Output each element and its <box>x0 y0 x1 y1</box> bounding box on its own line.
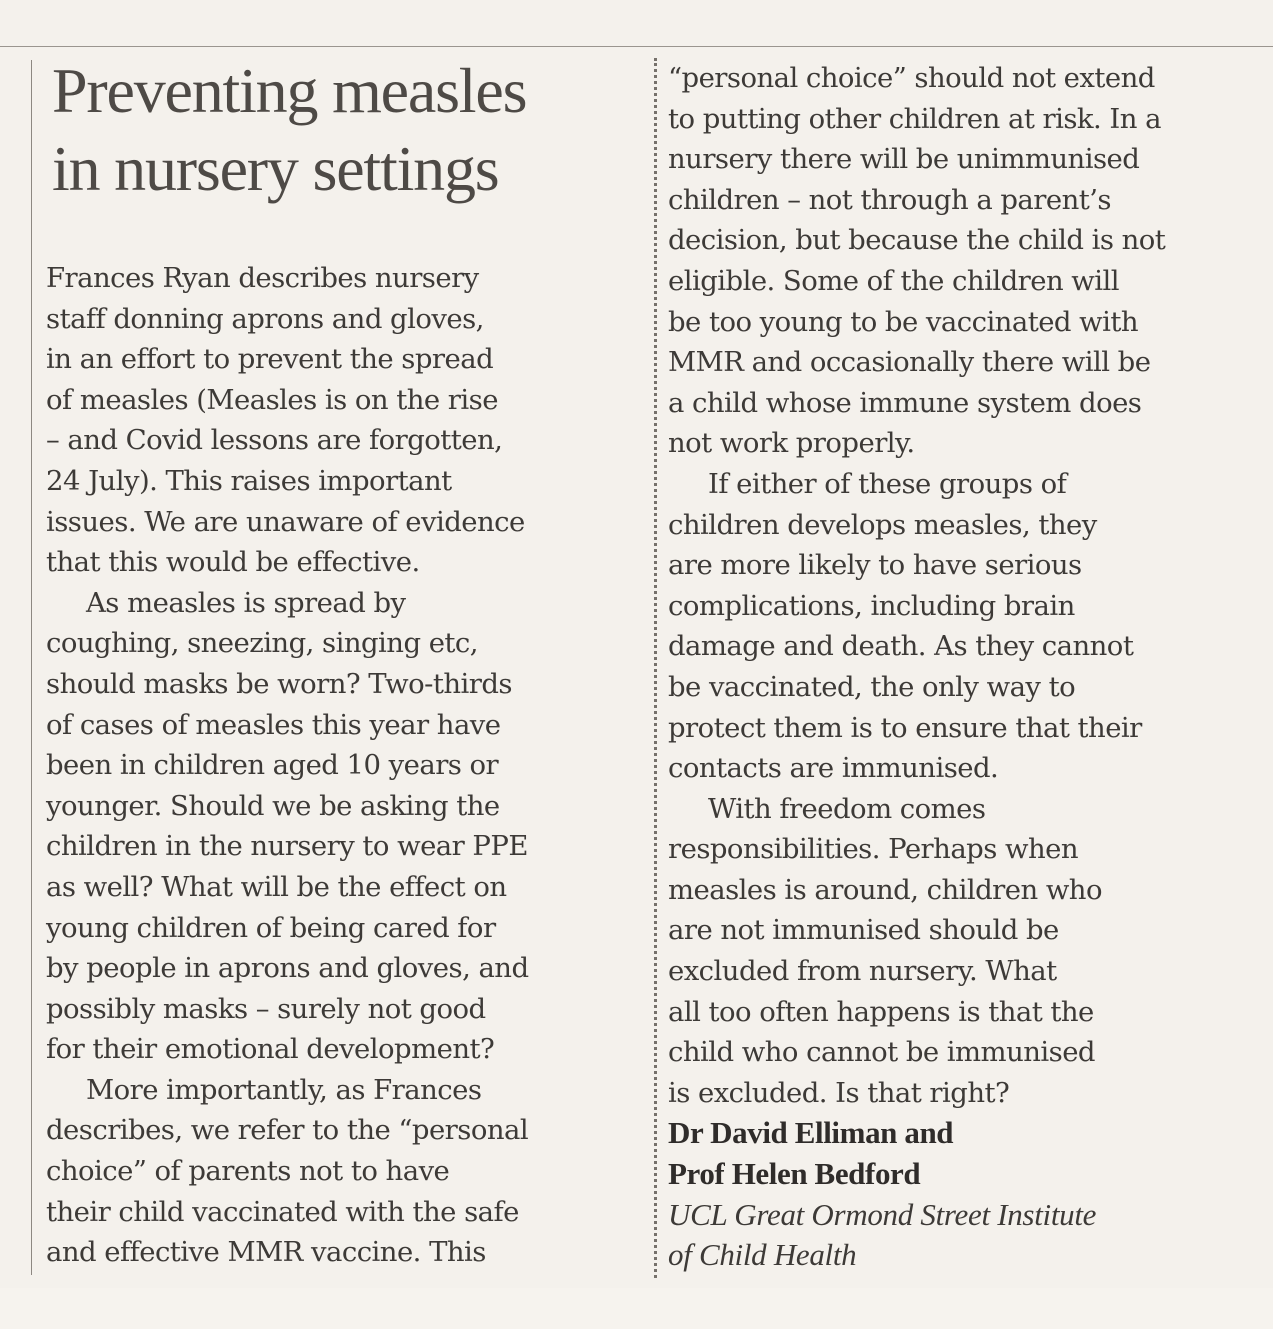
body-line: With freedom comes <box>708 792 986 825</box>
body-line: As measles is spread by <box>86 586 406 619</box>
body-line: not work properly. <box>668 427 915 460</box>
author-signature: Dr David Elliman and <box>668 1115 954 1151</box>
page-bottom-margin <box>0 1288 1273 1329</box>
body-line: of measles (Measles is on the rise <box>46 383 498 416</box>
body-line: should masks be worn? Two-thirds <box>46 667 512 700</box>
body-line: young children of being cared for <box>46 911 496 944</box>
right-column <box>668 58 1258 1276</box>
body-line: of cases of measles this year have <box>46 708 501 741</box>
body-line: MMR and occasionally there will be <box>668 346 1151 379</box>
body-line: complications, including brain <box>668 589 1075 622</box>
body-line: be vaccinated, the only way to <box>668 670 1076 703</box>
body-line: describes, we refer to the “personal <box>46 1114 529 1147</box>
body-line: are not immunised should be <box>668 914 1059 947</box>
body-line: damage and death. As they cannot <box>668 630 1134 663</box>
body-line: “personal choice” should not extend <box>668 62 1155 94</box>
body-line: Frances Ryan describes nursery <box>46 262 479 294</box>
body-line: coughing, sneezing, singing etc, <box>46 627 478 660</box>
body-line: be too young to be vaccinated with <box>668 305 1139 338</box>
body-line: and effective MMR vaccine. This <box>46 1236 486 1269</box>
body-line: excluded from nursery. What <box>668 955 1057 988</box>
body-line: younger. Should we be asking the <box>46 789 500 822</box>
body-line: their child vaccinated with the safe <box>46 1195 519 1228</box>
body-line: all too often happens is that the <box>668 995 1094 1028</box>
body-line: been in children aged 10 years or <box>46 749 499 782</box>
body-line: choice” of parents not to have <box>46 1155 450 1188</box>
body-line: children in the nursery to wear PPE <box>46 830 528 863</box>
body-line: decision, but because the child is not <box>668 224 1166 257</box>
top-rule <box>0 46 1273 47</box>
body-line: measles is around, children who <box>668 873 1102 906</box>
body-line: 24 July). This raises important <box>46 464 452 497</box>
body-line: staff donning aprons and gloves, <box>46 302 484 335</box>
author-institution: UCL Great Ormond Street Institute <box>668 1196 1097 1232</box>
body-line: eligible. Some of the children will <box>668 264 1120 297</box>
body-line: children – not through a parent’s <box>668 183 1111 216</box>
headline-line: in nursery settings <box>52 133 499 204</box>
body-line: is excluded. Is that right? <box>668 1076 1010 1109</box>
body-line: If either of these groups of <box>708 467 1067 500</box>
body-line: possibly masks – surely not good <box>46 992 486 1025</box>
body-line: to putting other children at risk. In a <box>668 102 1161 135</box>
body-line: More importantly, as Frances <box>86 1073 482 1106</box>
headline <box>52 52 642 208</box>
body-line: are more likely to have serious <box>668 549 1082 582</box>
body-line: children develops measles, they <box>668 508 1097 541</box>
column-divider <box>654 58 657 1278</box>
body-line: child who cannot be immunised <box>668 1036 1095 1069</box>
body-line: responsibilities. Perhaps when <box>668 833 1079 866</box>
body-line: – and Covid lessons are forgotten, <box>46 424 503 457</box>
body-line: nursery there will be unimmunised <box>668 143 1140 176</box>
body-line: protect them is to ensure that their <box>668 711 1142 744</box>
body-line: for their emotional development? <box>46 1033 495 1066</box>
body-line: that this would be effective. <box>46 546 420 579</box>
body-line: a child whose immune system does <box>668 386 1142 419</box>
body-line: in an effort to prevent the spread <box>46 343 494 376</box>
body-line: issues. We are unaware of evidence <box>46 505 525 538</box>
left-column-rule <box>31 60 32 1275</box>
headline-line: Preventing measles <box>52 55 527 126</box>
body-line: contacts are immunised. <box>668 752 999 785</box>
body-line: by people in aprons and gloves, and <box>46 952 529 985</box>
left-column <box>46 258 636 1273</box>
author-signature: Prof Helen Bedford <box>668 1156 921 1192</box>
body-line: as well? What will be the effect on <box>46 870 507 903</box>
author-institution: of Child Health <box>668 1237 857 1273</box>
